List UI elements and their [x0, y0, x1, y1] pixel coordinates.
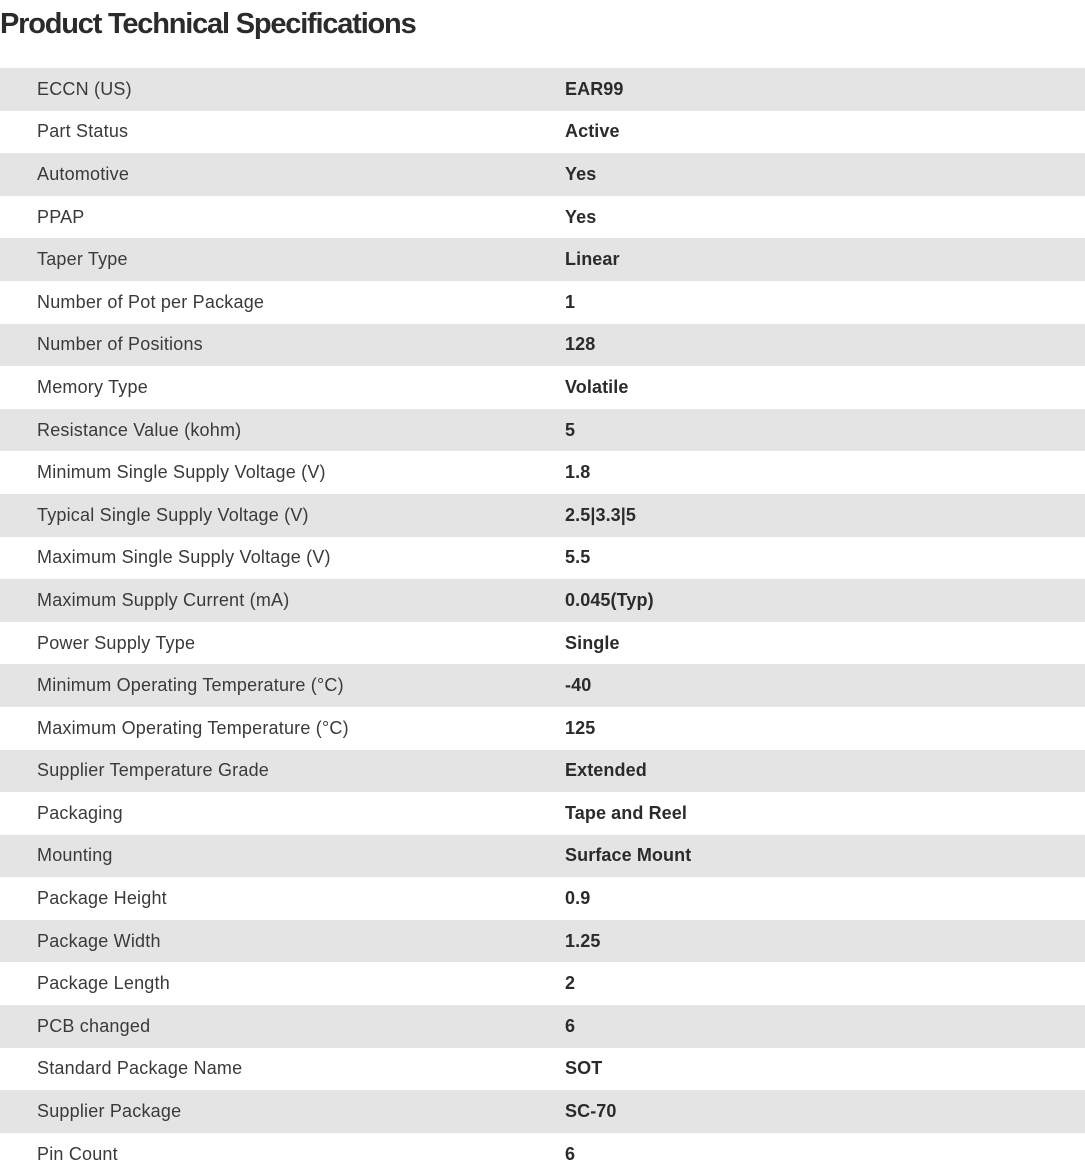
table-row	[0, 238, 1085, 281]
spec-label: Power Supply Type	[37, 632, 196, 653]
spec-value: 5	[565, 419, 576, 440]
table-row	[0, 153, 1085, 196]
spec-value: 1.25	[565, 930, 601, 951]
spec-label: Number of Pot per Package	[37, 291, 265, 312]
spec-label: Maximum Supply Current (mA)	[37, 589, 290, 610]
spec-value: Surface Mount	[565, 845, 692, 866]
table-row	[0, 1133, 1085, 1175]
table-row	[0, 1090, 1085, 1133]
spec-value: Linear	[565, 249, 620, 270]
spec-label: Pin Count	[37, 1143, 118, 1164]
table-row	[0, 451, 1085, 494]
spec-label: Standard Package Name	[37, 1058, 243, 1079]
spec-value: EAR99	[565, 78, 624, 99]
spec-label: Automotive	[37, 163, 130, 184]
spec-label: Resistance Value (kohm)	[37, 419, 242, 440]
spec-label: Typical Single Supply Voltage (V)	[37, 504, 309, 525]
table-row	[0, 409, 1085, 452]
spec-label: Maximum Single Supply Voltage (V)	[37, 547, 331, 568]
spec-label: Part Status	[37, 121, 129, 142]
spec-label: Memory Type	[37, 376, 148, 397]
spec-label: PCB changed	[37, 1015, 151, 1036]
spec-label: Number of Positions	[37, 334, 203, 355]
spec-value: -40	[565, 675, 592, 696]
spec-value: 128	[565, 334, 596, 355]
spec-value: Volatile	[565, 376, 629, 397]
table-row	[0, 962, 1085, 1005]
spec-value: SC-70	[565, 1101, 617, 1122]
spec-value: 2.5|3.3|5	[565, 504, 637, 525]
spec-table	[0, 68, 1085, 1175]
spec-label: Minimum Operating Temperature (°C)	[37, 675, 344, 696]
spec-label: Package Length	[37, 973, 170, 994]
table-row	[0, 494, 1085, 537]
spec-value: 1.8	[565, 462, 591, 483]
spec-label: ECCN (US)	[37, 78, 132, 99]
table-row	[0, 111, 1085, 154]
spec-value: 1	[565, 291, 576, 312]
spec-label: Maximum Operating Temperature (°C)	[37, 717, 349, 738]
spec-value: SOT	[565, 1058, 603, 1079]
spec-value: 0.9	[565, 888, 591, 909]
spec-value: 0.045(Typ)	[565, 589, 654, 610]
spec-value: 6	[565, 1015, 576, 1036]
spec-label: Package Width	[37, 930, 161, 951]
table-row	[0, 537, 1085, 580]
spec-label: Package Height	[37, 888, 167, 909]
table-row	[0, 877, 1085, 920]
table-row	[0, 281, 1085, 324]
table-row	[0, 664, 1085, 707]
table-row	[0, 835, 1085, 878]
page-title: Product Technical Specifications	[0, 8, 416, 40]
spec-value: Extended	[565, 760, 647, 781]
table-row	[0, 324, 1085, 367]
spec-label: Mounting	[37, 845, 113, 866]
table-row	[0, 1005, 1085, 1048]
spec-label: Packaging	[37, 802, 123, 823]
spec-label: PPAP	[37, 206, 85, 227]
spec-label: Taper Type	[37, 249, 128, 270]
table-row	[0, 579, 1085, 622]
spec-value: Single	[565, 632, 620, 653]
table-row	[0, 1048, 1085, 1091]
table-row	[0, 750, 1085, 793]
spec-value: 125	[565, 717, 596, 738]
spec-value: Yes	[565, 163, 597, 184]
spec-value: Tape and Reel	[565, 802, 688, 823]
spec-value: 6	[565, 1143, 576, 1164]
spec-value: Active	[565, 121, 620, 142]
spec-label: Supplier Temperature Grade	[37, 760, 269, 781]
spec-label: Minimum Single Supply Voltage (V)	[37, 462, 326, 483]
table-row	[0, 196, 1085, 239]
spec-value: 5.5	[565, 547, 591, 568]
spec-value: Yes	[565, 206, 597, 227]
spec-label: Supplier Package	[37, 1101, 182, 1122]
table-row	[0, 622, 1085, 665]
table-row	[0, 366, 1085, 409]
table-row	[0, 707, 1085, 750]
table-row	[0, 920, 1085, 963]
table-row	[0, 68, 1085, 111]
table-row	[0, 792, 1085, 835]
spec-value: 2	[565, 973, 576, 994]
